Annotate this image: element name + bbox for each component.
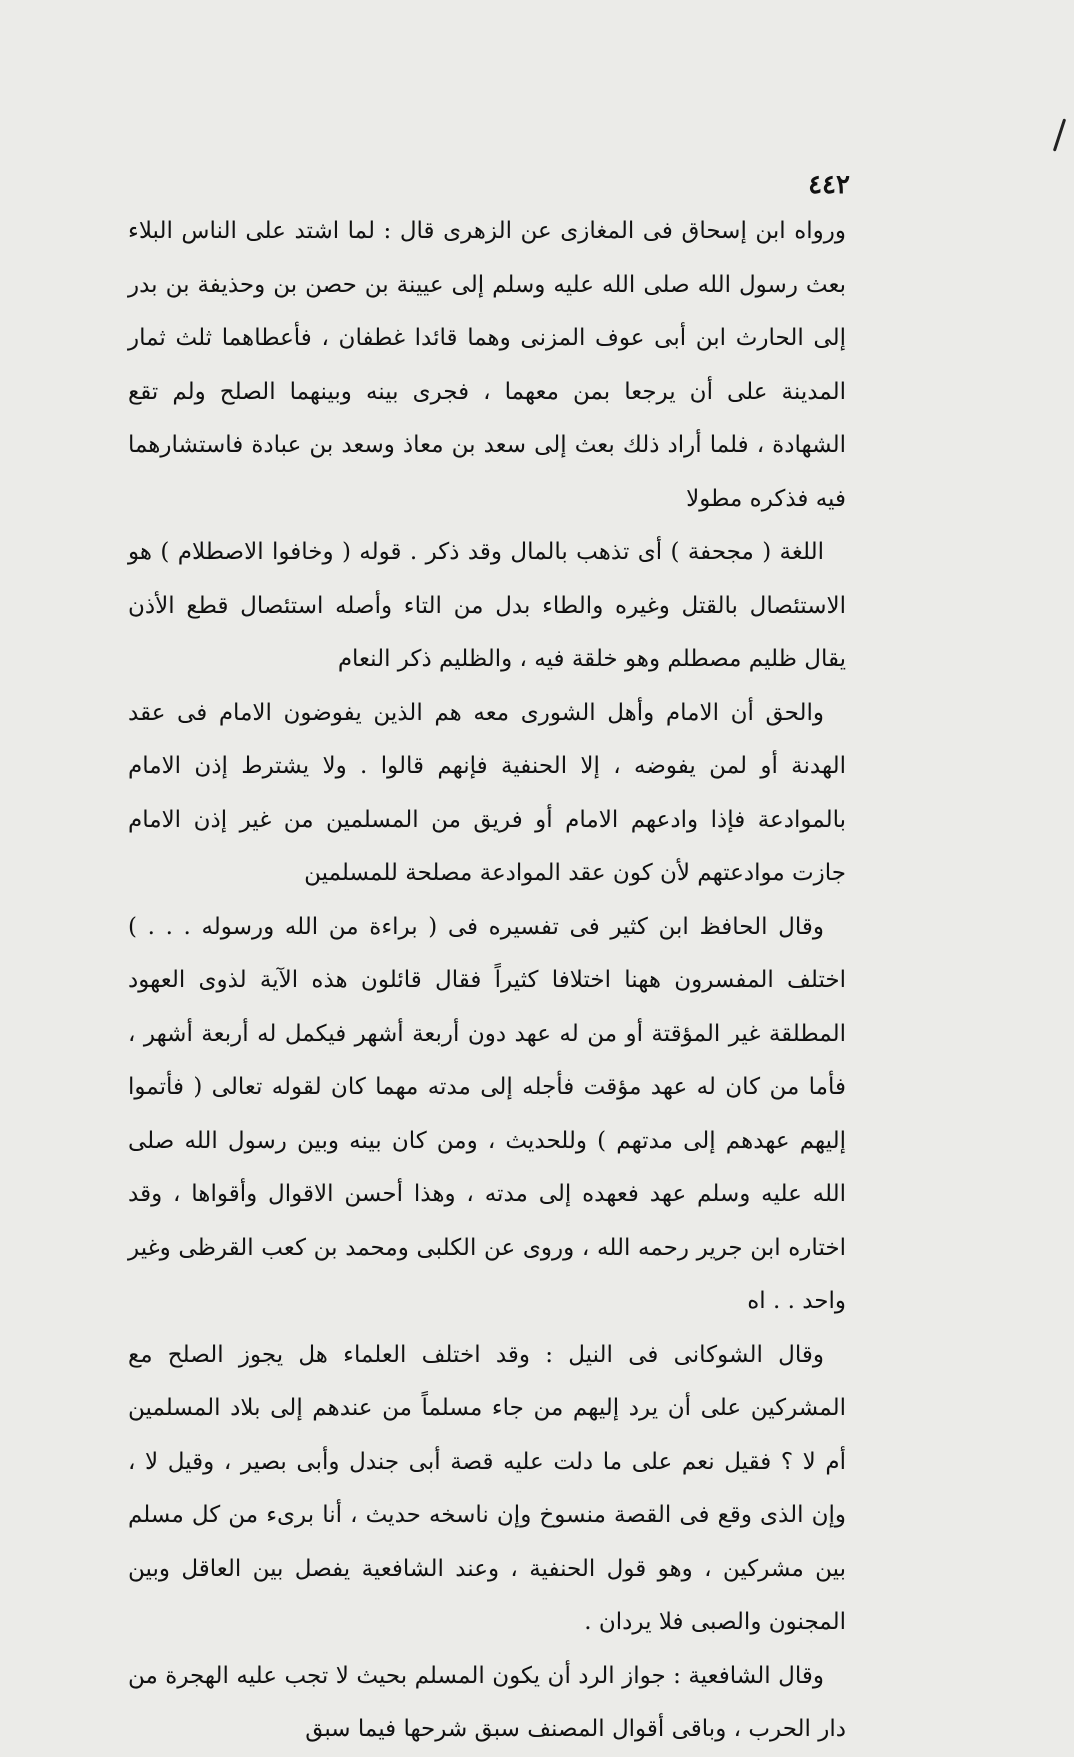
paragraph: اللغة ( مجحفة ) أى تذهب بالمال وقد ذكر . قوله ( وخافوا الاصطلام ) هو الاستئصال بالقتل وغيره والطاء بدل من التاء وأصله استئصال قطع الأذن يقال ظليم مصطلم وهو خلقة فيه ، والظليم ذكر النعام bbox=[128, 539, 846, 672]
paragraph: وقال الشوكانى فى النيل : وقد اختلف العلماء هل يجوز الصلح مع المشركين على أن يرد إليهم من جاء مسلماً من عندهم إلى بلاد المسلمين أم لا ؟ فقيل نعم على ما دلت عليه قصة أبى جندل وأبى بصير ، وقيل لا ، وإن الذى وقع فى القصة منسوخ وإن ناسخه حديث ، أنا برىء من كل مسلم بين مشركين ، وهو قول الحنفية ، وعند الشافعية يفصل بين العاقل وبين المجنون والصبى فلا يردان . bbox=[128, 1341, 846, 1635]
page-number: ٤٤٢ bbox=[808, 170, 850, 200]
paragraph: والحق أن الامام وأهل الشورى معه هم الذين يفوضون الامام فى عقد الهدنة أو لمن يفوضه ، إلا الحنفية فإنهم قالوا . ولا يشترط إذن الامام بالموادعة فإذا وادعهم الامام أو فريق من المسلمين من غير إذن الامام جازت موادعتهم لأن كون عقد الموادعة مصلحة للمسلمين bbox=[128, 699, 846, 886]
pencil-mark bbox=[1053, 118, 1066, 151]
paragraph: وقال الشافعية : جواز الرد أن يكون المسلم بحيث لا تجب عليه الهجرة من دار الحرب ، وباقى أقوال المصنف سبق شرحها فيما سبق bbox=[128, 1662, 846, 1742]
paragraph: وقال الحافظ ابن كثير فى تفسيره فى ( براءة من الله ورسوله . . . ) اختلف المفسرون ههنا اختلافا كثيراً فقال قائلون هذه الآية لذوى العهود المطلقة غير المؤقتة أو من له عهد دون أربعة أشهر فيكمل له أربعة أشهر ، فأما من كان له عهد مؤقت فأجله إلى مدته مهما كان لقوله تعالى ( فأتموا إليهم عهدهم إلى مدتهم ) وللحديث ، ومن كان بينه وبين رسول الله صلى الله عليه وسلم عهد فعهده إلى مدته ، وهذا أحسن الاقوال وأقواها ، وقد اختاره ابن جرير رحمه الله ، وروى عن الكلبى ومحمد بن كعب القرظى وغير واحد . . اه bbox=[128, 913, 846, 1314]
paragraph: ورواه ابن إسحاق فى المغازى عن الزهرى قال : لما اشتد على الناس البلاء بعث رسول الله صلى الله عليه وسلم إلى عيينة بن حصن بن وحذيفة بن بدر إلى الحارث ابن أبى عوف المزنى وهما قائدا غطفان ، فأعطاهما ثلث ثمار المدينة على أن يرجعا بمن معهما ، فجرى بينه وبينهما الصلح ولم تقع الشهادة ، فلما أراد ذلك بعث إلى سعد بن معاذ وسعد بن عبادة فاستشارهما فيه فذكره مطولا bbox=[128, 218, 847, 512]
body-text bbox=[128, 205, 846, 1757]
